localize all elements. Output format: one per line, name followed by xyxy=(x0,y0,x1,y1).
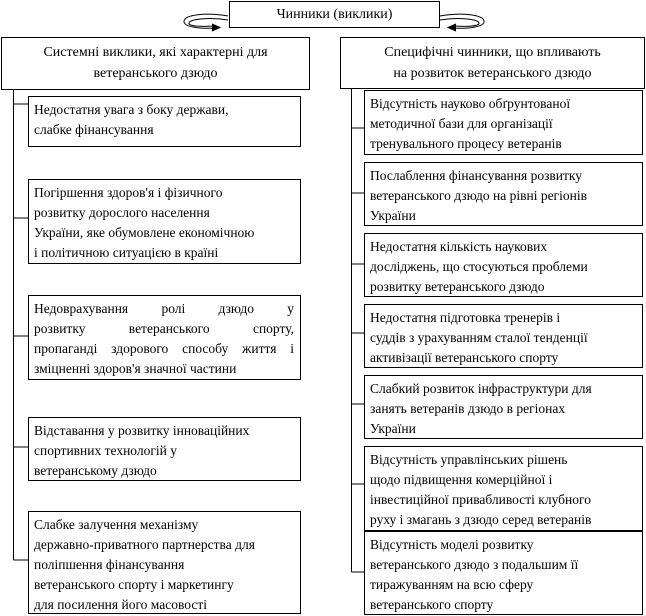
left-item-3 xyxy=(28,295,301,380)
item-line: спортивних технологій у xyxy=(34,443,177,458)
item-line: розвитку ветеранського дзюдо xyxy=(370,279,545,294)
left-item-5 xyxy=(28,511,301,614)
title-text: Чинники (виклики) xyxy=(276,7,393,22)
left-header-line: Системні виклики, які характерні для xyxy=(43,45,268,60)
right-curved-arrow-icon xyxy=(440,14,484,31)
item-line: Відставання у розвитку інноваційних xyxy=(34,423,250,438)
right-item-1 xyxy=(364,90,643,155)
item-line: методичної бази для організації xyxy=(370,116,553,131)
right-item-5 xyxy=(364,375,643,439)
left-bracket-lines xyxy=(14,90,29,560)
left-header-line: ветеранського дзюдо xyxy=(93,66,218,81)
item-line: ветеранського спорту xyxy=(370,597,494,612)
right-item-7 xyxy=(364,531,643,615)
item-line: інвестиційної привабливості клубного xyxy=(370,492,591,507)
item-line: суддів з урахуванням сталої тенденції xyxy=(370,330,588,345)
item-line: руху і змагань з дзюдо серед ветеранів xyxy=(370,512,592,527)
item-line: ветеранського дзюдо на рівні регіонів xyxy=(370,188,587,203)
right-header-line: на розвиток ветеранського дзюдо xyxy=(393,66,592,81)
item-line: Недостатня кількість наукових xyxy=(370,239,548,254)
item-line: Відсутність науково обґрунтованої xyxy=(370,96,571,111)
item-line: України xyxy=(370,421,416,436)
item-line: ветеранського дзюдо з подальшим її xyxy=(370,557,579,572)
left-item-4 xyxy=(28,417,301,481)
item-line: Недостатня увага з боку держави, xyxy=(34,102,229,117)
item-line: для посилення його масовості xyxy=(34,597,207,612)
item-line: Відсутність управлінських рішень xyxy=(370,452,568,467)
left-curved-arrow-icon xyxy=(184,14,228,31)
right-bracket-lines xyxy=(352,89,365,572)
item-line: розвитку дорослого населення xyxy=(34,205,210,220)
left-item-1 xyxy=(28,96,301,147)
diagram-title xyxy=(229,1,440,28)
left-item-2 xyxy=(28,179,301,264)
item-line: пропаганді здорового способу життя і xyxy=(34,341,294,356)
right-item-4 xyxy=(364,304,643,368)
right-header-line: Специфічні чинники, що впливають xyxy=(384,45,601,60)
item-line: і політичною ситуацією в країні xyxy=(34,245,219,260)
item-line: Відсутність моделі розвитку xyxy=(370,537,534,552)
item-line: України xyxy=(370,208,416,223)
right-item-2 xyxy=(364,162,643,226)
item-line: тиражуванням на всю сферу xyxy=(370,577,534,592)
item-line: Слабке залучення механізму xyxy=(34,517,199,532)
item-line: розвитку ветеранського спорту, xyxy=(34,321,294,336)
left-header xyxy=(1,37,310,90)
item-line: зміцненні здоров'я значної частини xyxy=(34,361,237,376)
item-line: щодо підвищення комерційної і xyxy=(370,472,553,487)
item-line: занять ветеранів дзюдо в регіонах xyxy=(370,401,566,416)
item-line: Погіршення здоров'я і фізичного xyxy=(34,185,223,200)
item-line: Недостатня підготовка тренерів і xyxy=(370,310,561,325)
item-line: поліпшення фінансування xyxy=(34,557,185,572)
item-line: державно-приватного партнерства для xyxy=(34,537,255,552)
item-line: ветеранському дзюдо xyxy=(34,463,157,478)
right-header xyxy=(340,37,645,89)
item-line: Слабкий розвиток інфраструктури для xyxy=(370,381,592,396)
item-line: активізації ветеранського спорту xyxy=(370,350,559,365)
item-line: ветеранського спорту і маркетингу xyxy=(34,577,234,592)
item-line: досліджень, що стосуються проблеми xyxy=(370,259,588,274)
item-line: Послаблення фінансування розвитку xyxy=(370,168,583,183)
item-line: України, яке обумовлене економічною xyxy=(34,225,255,240)
item-line: Недоврахування ролі дзюдо у xyxy=(34,301,294,316)
right-item-6 xyxy=(364,446,643,531)
item-line: тренувального процесу ветеранів xyxy=(370,136,562,151)
item-line: слабке фінансування xyxy=(34,122,154,137)
right-item-3 xyxy=(364,233,643,297)
